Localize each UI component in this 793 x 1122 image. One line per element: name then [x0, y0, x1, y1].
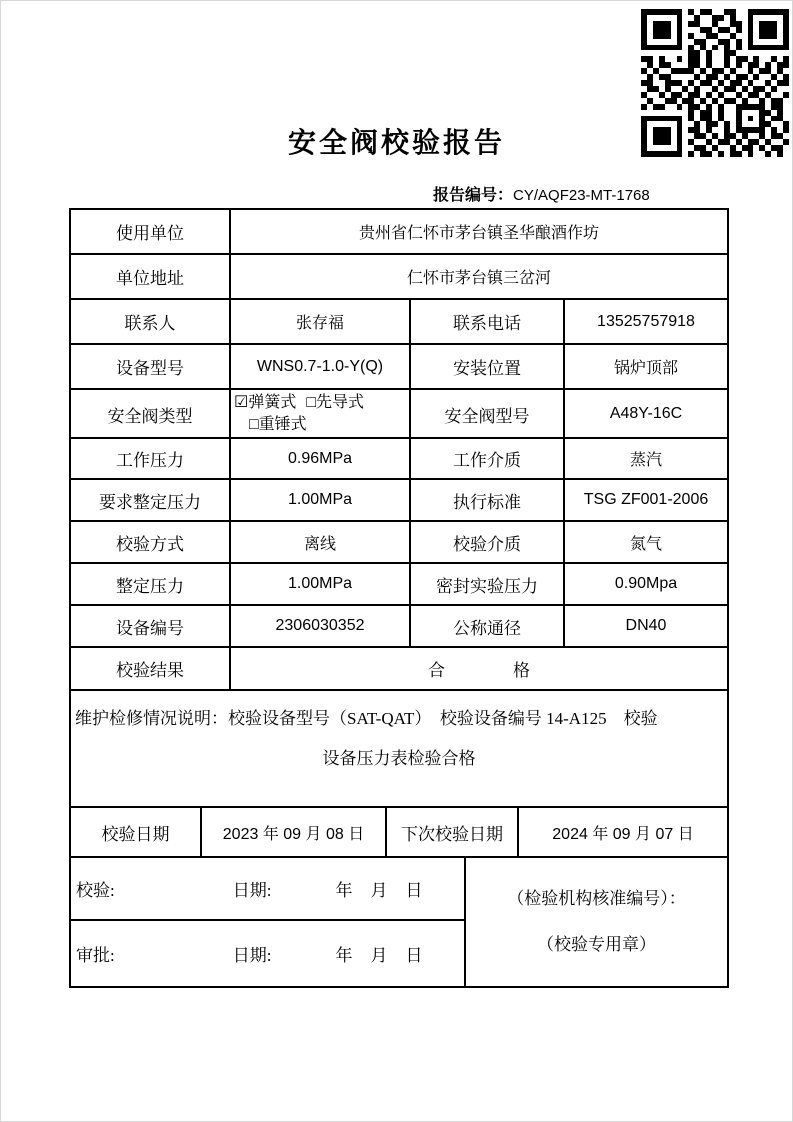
valve-model-value: A48Y-16C — [609, 405, 683, 422]
standard-value: TSG ZF001-2006 — [583, 491, 709, 508]
table-row-dates — [71, 808, 727, 858]
install-position-label: 安装位置 — [411, 345, 565, 388]
table-row-contact — [71, 300, 727, 345]
report-table — [69, 208, 729, 988]
table-row-device-model — [71, 345, 727, 390]
result-value: 合 格 — [428, 661, 530, 680]
table-row-valve-type — [71, 390, 727, 439]
checkbox-spring-checked: ☑弹簧式 — [234, 394, 297, 411]
phone-label: 联系电话 — [411, 300, 565, 343]
table-row-result — [71, 648, 727, 691]
install-position-value: 锅炉顶部 — [613, 360, 678, 377]
calibration-method-label: 校验方式 — [71, 522, 231, 562]
seal-test-pressure-value: 0.90Mpa — [614, 575, 678, 592]
use-unit-value: 贵州省仁怀市茅台镇圣华酿酒作坊 — [358, 225, 599, 242]
set-pressure-label: 整定压力 — [71, 564, 231, 604]
set-pressure-value: 1.00MPa — [231, 564, 411, 604]
checkbox-line-2 — [234, 414, 307, 436]
page-title: 安全阀校验报告 — [287, 128, 505, 159]
device-model-value: WNS0.7-1.0-Y(Q) — [231, 345, 411, 388]
checkbox-weight-unchecked: □重锤式 — [249, 416, 307, 433]
calibration-medium-value: 氮气 — [629, 535, 662, 553]
standard-label: 执行标准 — [411, 480, 565, 520]
org-approval-number-label: （检验机构核准编号）： — [507, 889, 686, 908]
valve-model-label: 安全阀型号 — [411, 390, 565, 438]
checker-label: 校验: — [76, 881, 115, 900]
table-row-device-serial — [71, 606, 727, 648]
use-unit-label: 使用单位 — [71, 210, 231, 253]
maintenance-note-line1: 维护检修情况说明：校验设备型号（SAT-QAT） 校验设备编号 14-A125 校验 — [75, 709, 658, 728]
checkbox-pilot-unchecked: □先导式 — [306, 394, 365, 411]
table-row-unit-address — [71, 255, 727, 300]
unit-address-label: 单位地址 — [71, 255, 231, 298]
calibration-date-value: 2023 年 09 月 08 日 — [202, 808, 387, 856]
approver-month-label: 月 — [370, 946, 388, 965]
contact-value: 张存福 — [231, 300, 411, 343]
contact-label: 联系人 — [71, 300, 231, 343]
working-pressure-value: 0.96MPa — [231, 439, 411, 478]
report-number-line — [433, 182, 650, 205]
calibration-method-value: 离线 — [231, 522, 411, 562]
approver-year-label: 年 — [335, 946, 353, 965]
seal-test-pressure-label: 密封实验压力 — [411, 564, 565, 604]
unit-address-value: 仁怀市茅台镇三岔河 — [406, 270, 551, 287]
nominal-diameter-label: 公称通径 — [411, 606, 565, 646]
signature-block — [71, 858, 727, 986]
next-calibration-date-value: 2024 年 09 月 07 日 — [552, 825, 694, 843]
checkbox-line-1 — [234, 392, 364, 414]
table-row-calibration-method — [71, 522, 727, 564]
device-model-label: 设备型号 — [71, 345, 231, 388]
approver-date-label: 日期: — [232, 946, 272, 965]
maintenance-note-line2: 设备压力表检验合格 — [322, 749, 476, 768]
calibration-date-label: 校验日期 — [71, 808, 202, 856]
checker-date-label: 日期: — [232, 881, 272, 900]
checker-year-label: 年 — [335, 881, 353, 900]
required-set-pressure-label: 要求整定压力 — [71, 480, 231, 520]
device-serial-value: 2306030352 — [231, 606, 411, 646]
org-seal-label: （校验专用章） — [537, 935, 656, 954]
approver-label: 审批: — [76, 946, 115, 965]
checker-month-label: 月 — [370, 881, 388, 900]
table-row-working-pressure — [71, 439, 727, 480]
table-row-required-set-pressure — [71, 480, 727, 522]
report-number-label: 报告编号： — [433, 187, 514, 204]
next-calibration-date-label: 下次校验日期 — [387, 808, 519, 856]
nominal-diameter-value: DN40 — [625, 617, 667, 634]
calibration-medium-label: 校验介质 — [411, 522, 565, 562]
valve-type-options — [231, 390, 411, 438]
table-row-maintenance-note — [71, 691, 727, 808]
checker-day-label: 日 — [405, 881, 423, 900]
table-row-use-unit — [71, 210, 727, 255]
working-pressure-label: 工作压力 — [71, 439, 231, 478]
approver-sign-cell — [71, 921, 466, 986]
result-label: 校验结果 — [71, 648, 231, 689]
required-set-pressure-value: 1.00MPa — [231, 480, 411, 520]
phone-value: 13525757918 — [597, 312, 695, 330]
checker-sign-cell — [71, 858, 466, 919]
approver-day-label: 日 — [405, 946, 423, 965]
report-number-value: CY/AQF23-MT-1768 — [513, 187, 650, 204]
working-medium-label: 工作介质 — [411, 439, 565, 478]
device-serial-label: 设备编号 — [71, 606, 231, 646]
org-approval-cell — [464, 858, 727, 986]
maintenance-note — [71, 691, 727, 806]
working-medium-value: 蒸汽 — [629, 452, 662, 469]
valve-type-label: 安全阀类型 — [71, 390, 231, 438]
table-row-set-pressure — [71, 564, 727, 606]
